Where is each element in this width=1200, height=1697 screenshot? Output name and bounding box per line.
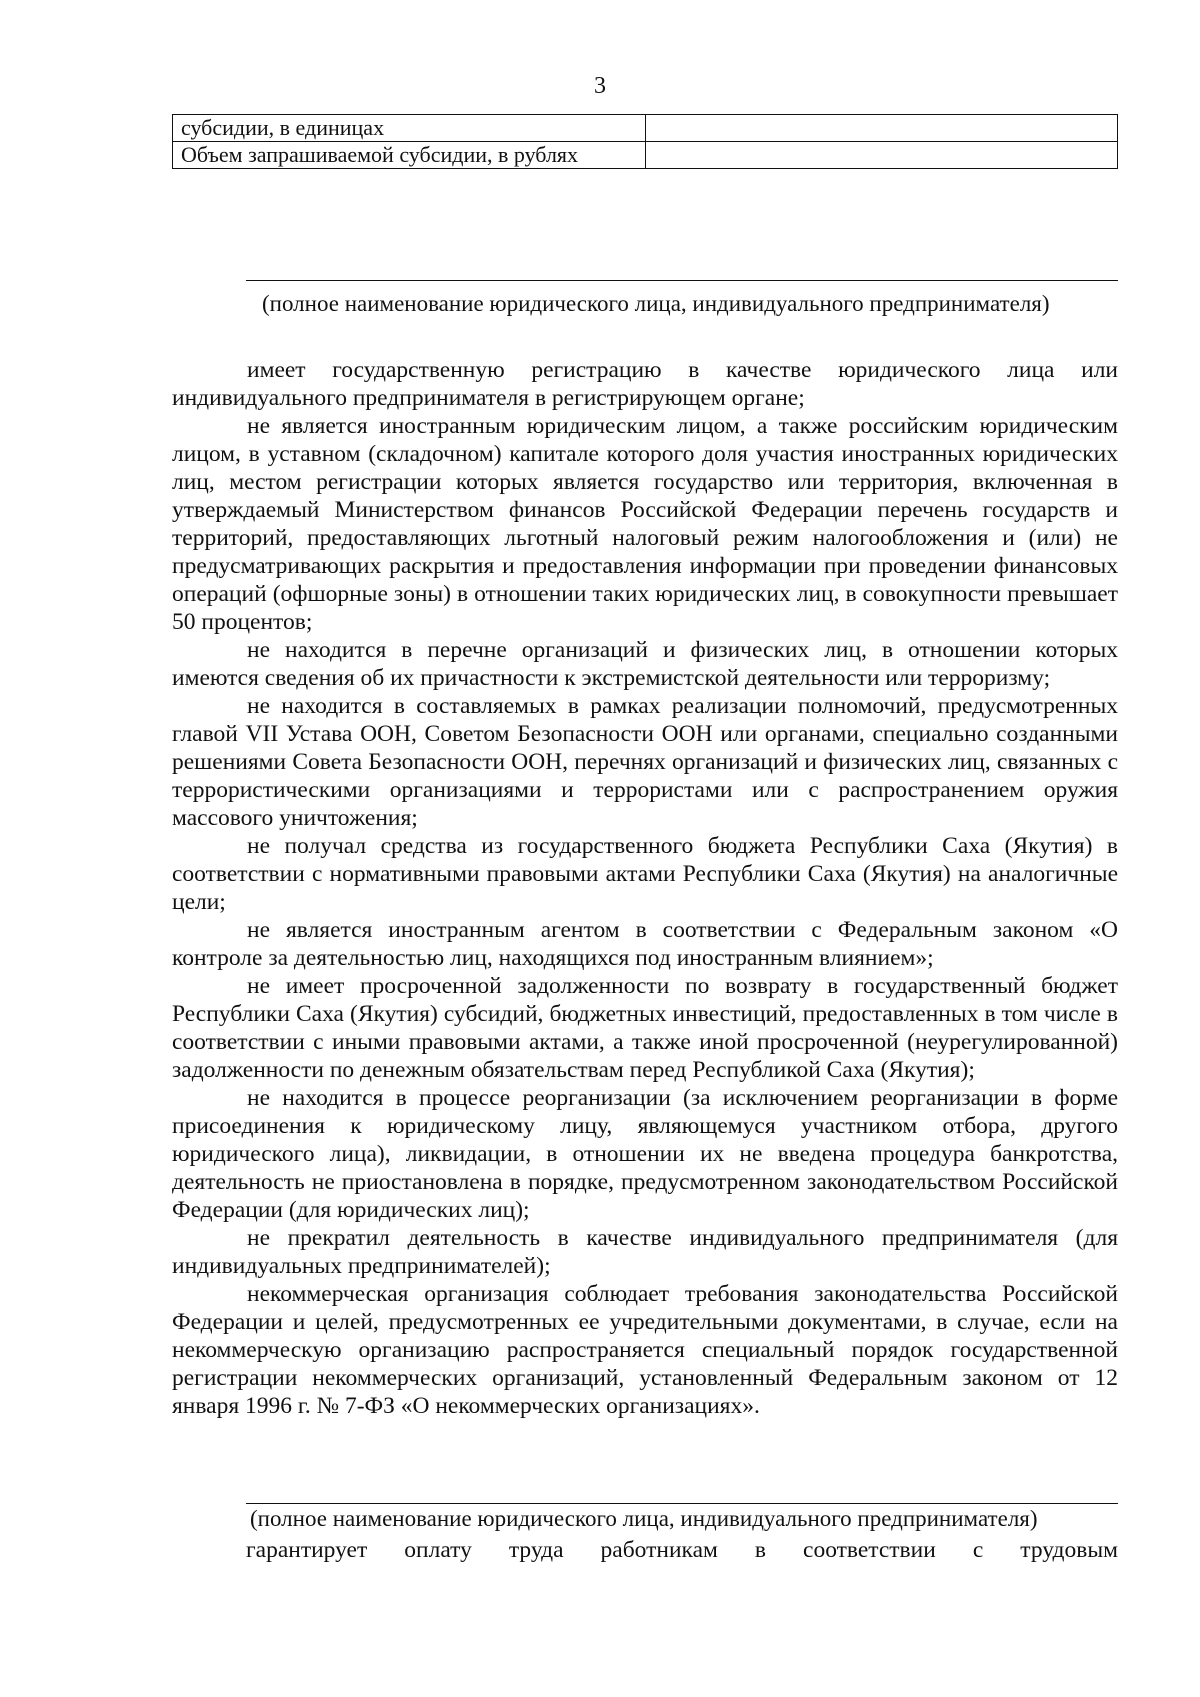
table-cell-label: субсидии, в единицах [173,115,646,142]
table-row [173,142,1118,169]
paragraph: не находится в составляемых в рамках реализации полномочий, предусмотренных главой VII Устава ООН, Советом Безопасности ООН или органами, специально созданными решениями Совета Безопасности ООН, перечнях организаций и физических лиц, связанных с террористическими организациями и террористами или с распространением оружия массового уничтожения; [172,693,1118,831]
paragraph: не находится в процессе реорганизации (за исключением реорганизации в форме присоединения к юридическому лицу, являющемуся участником отбора, другого юридического лица), ликвидации, в отношении их не введена процедура банкротства, деятельность не приостановлена в порядке, предусмотренном законодательством Российской Федерации (для юридических лиц); [172,1085,1118,1223]
name-caption: (полное наименование юридического лица, индивидуального предпринимателя) [262,291,1050,316]
paragraph: не является иностранным юридическим лицом, а также российским юридическим лицом, в уставном (складочном) капитале которого доля участия иностранных юридических лиц, местом регистрации которых является государство или территория, включенная в утверждаемый Министерством финансов Российской Федерации перечень государств и территорий, предоставляющих льготный налоговый режим налогообложения и (или) не предусматривающих раскрытия и предоставления информации при проведении финансовых операций (офшорные зоны) в отношении таких юридических лиц, в совокупности превышает 50 процентов; [172,413,1118,635]
paragraph: не прекратил деятельность в качестве индивидуального предпринимателя (для индивидуальных предпринимателей); [172,1225,1118,1279]
name-fill-line [246,1503,1118,1504]
paragraph: не является иностранным агентом в соответствии с Федеральным законом «О контроле за деятельностью лиц, находящихся под иностранным влиянием»; [172,917,1118,971]
name-fill-line [246,280,1118,281]
paragraph: не находится в перечне организаций и физических лиц, в отношении которых имеются сведения об их причастности к экстремистской деятельности или терроризму; [172,637,1118,691]
table-cell-label: Объем запрашиваемой субсидии, в рублях [173,142,646,169]
table-cell-value [646,115,1118,142]
table-cell-value [646,142,1118,169]
declaration-body [172,356,1118,1420]
paragraph: не имеет просроченной задолженности по возврату в государственный бюджет Республики Саха (Якутия) субсидий, бюджетных инвестиций, предоставленных в том числе в соответствии с иными правовыми актами, а также иной просроченной (неурегулированной) задолженности по денежным обязательствам перед Республикой Саха (Якутия); [172,973,1118,1083]
paragraph: не получал средства из государственного бюджета Республики Саха (Якутия) в соответствии с нормативными правовыми актами Республики Саха (Якутия) на аналогичные цели; [172,833,1118,915]
page-number: 3 [594,73,606,99]
subsidy-table [172,114,1118,169]
table-row [173,115,1118,142]
closing-line: гарантирует оплату труда работникам в соответствии с трудовым [246,1537,1118,1563]
name-caption: (полное наименование юридического лица, индивидуального предпринимателя) [250,1506,1038,1531]
paragraph: имеет государственную регистрацию в качестве юридического лица или индивидуального предпринимателя в регистрирующем органе; [172,357,1118,411]
paragraph: некоммерческая организация соблюдает требования законодательства Российской Федерации и целей, предусмотренных ее учредительными документами, в случае, если на некоммерческую организацию распространяется специальный порядок государственной регистрации некоммерческих организаций, установленный Федеральным законом от 12 января 1996 г. № 7-ФЗ «О некоммерческих организациях». [172,1281,1118,1419]
